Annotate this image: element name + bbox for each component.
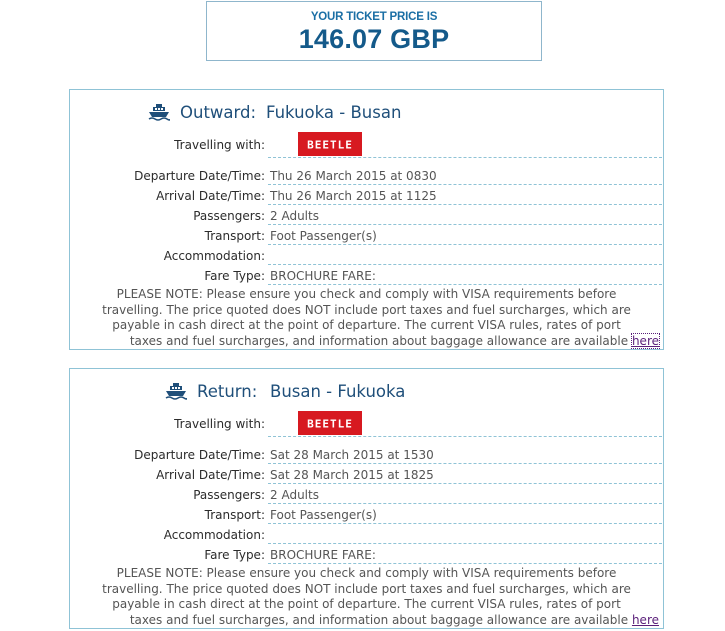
transport-value: Foot Passenger(s) <box>268 226 662 245</box>
accommodation-value <box>268 525 662 544</box>
visa-note-line: taxes and fuel surcharges, and information about baggage allowance are available <box>129 333 629 348</box>
ticket-price-value: 146.07 GBP <box>298 24 450 54</box>
arrival-label: Arrival Date/Time: <box>156 468 265 482</box>
departure-label: Departure Date/Time: <box>134 169 265 183</box>
outward-journey-panel <box>69 89 664 350</box>
accommodation-label: Accommodation: <box>163 249 265 263</box>
arrival-row <box>70 186 663 206</box>
fare-type-value: BROCHURE FARE: <box>268 545 662 564</box>
outward-operator-logo-text: BEETLE <box>307 138 353 152</box>
ship-icon <box>148 103 170 121</box>
return-title <box>70 382 663 404</box>
visa-note-line: payable in cash direct at the point of departure. The current VISA rules, rates of port <box>112 318 621 333</box>
baggage-info-link[interactable]: here <box>631 612 659 627</box>
ticket-price-box <box>206 1 542 61</box>
outward-route: Fukuoka - Busan <box>266 103 402 122</box>
travelling-with-row <box>70 128 663 152</box>
travelling-with-label: Travelling with: <box>174 138 265 152</box>
arrival-label: Arrival Date/Time: <box>156 189 265 203</box>
ship-icon <box>165 382 187 400</box>
visa-note-last-line <box>74 613 659 629</box>
visa-note <box>74 287 659 349</box>
visa-note-last-line <box>74 334 659 350</box>
travelling-with-value <box>268 128 662 158</box>
return-route: Busan - Fukuoka <box>270 382 406 401</box>
arrival-row <box>70 465 663 485</box>
fare-type-label: Fare Type: <box>204 269 265 283</box>
transport-label: Transport: <box>204 508 265 522</box>
departure-row <box>70 445 663 465</box>
passengers-row <box>70 485 663 505</box>
visa-note-line: PLEASE NOTE: Please ensure you check and comply with VISA requirements before <box>116 566 617 580</box>
fare-type-row <box>70 545 663 565</box>
accommodation-label: Accommodation: <box>163 528 265 542</box>
baggage-info-link[interactable]: here <box>631 333 659 348</box>
passengers-label: Passengers: <box>193 209 265 223</box>
travelling-with-value <box>268 407 662 437</box>
fare-type-row <box>70 266 663 286</box>
transport-row <box>70 505 663 525</box>
departure-value: Thu 26 March 2015 at 0830 <box>268 166 662 185</box>
visa-note <box>74 566 659 628</box>
travelling-with-label: Travelling with: <box>174 417 265 431</box>
beetle-logo <box>298 411 362 435</box>
passengers-value: 2 Adults <box>268 485 662 504</box>
return-journey-panel <box>69 368 664 629</box>
accommodation-value <box>268 246 662 265</box>
beetle-logo <box>298 132 362 156</box>
accommodation-row <box>70 246 663 266</box>
return-operator-logo-text: BEETLE <box>307 417 353 431</box>
visa-note-line: travelling. The price quoted does NOT include port taxes and fuel surcharges, which are <box>102 302 631 317</box>
passengers-value: 2 Adults <box>268 206 662 225</box>
arrival-value: Sat 28 March 2015 at 1825 <box>268 465 662 484</box>
departure-label: Departure Date/Time: <box>134 448 265 462</box>
accommodation-row <box>70 525 663 545</box>
fare-type-label: Fare Type: <box>204 548 265 562</box>
return-direction-label: Return: <box>197 382 258 401</box>
visa-note-line: payable in cash direct at the point of departure. The current VISA rules, rates of port <box>112 597 621 612</box>
passengers-row <box>70 206 663 226</box>
ticket-price-label: YOUR TICKET PRICE IS <box>310 11 438 23</box>
departure-value: Sat 28 March 2015 at 1530 <box>268 445 662 464</box>
outward-direction-label: Outward: <box>180 103 257 122</box>
fare-type-value: BROCHURE FARE: <box>268 266 662 285</box>
arrival-value: Thu 26 March 2015 at 1125 <box>268 186 662 205</box>
passengers-label: Passengers: <box>193 488 265 502</box>
transport-row <box>70 226 663 246</box>
departure-row <box>70 166 663 186</box>
transport-label: Transport: <box>204 229 265 243</box>
outward-title <box>70 103 663 125</box>
visa-note-line: PLEASE NOTE: Please ensure you check and comply with VISA requirements before <box>116 287 617 301</box>
visa-note-line: travelling. The price quoted does NOT include port taxes and fuel surcharges, which are <box>102 581 631 596</box>
travelling-with-row <box>70 407 663 431</box>
transport-value: Foot Passenger(s) <box>268 505 662 524</box>
visa-note-line: taxes and fuel surcharges, and information about baggage allowance are available <box>129 612 629 627</box>
